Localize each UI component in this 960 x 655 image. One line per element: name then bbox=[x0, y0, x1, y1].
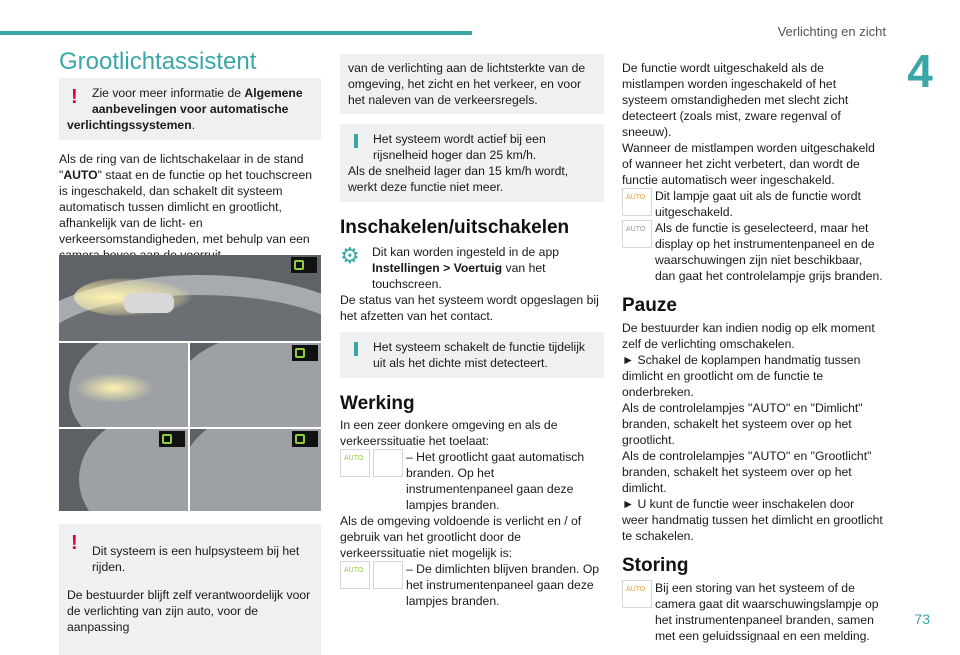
highbeam-lamp-icon bbox=[291, 257, 317, 273]
warning-icon: ! bbox=[71, 532, 78, 554]
warning-box-continued: van de verlichting aan de lichtsterkte van de omgeving, het zicht en het verkeer, en voor het naleven van de verkeersregels. bbox=[340, 54, 604, 114]
heading-storing: Storing bbox=[622, 555, 689, 576]
column-2: van de verlichting aan de lichtsterkte van de omgeving, het zicht en het verkeer, en voor het naleven van de verkeersregels. Het systeem wordt actief bij een rijsnelheid hoger dan 25 km/h. Als de snelheid lager dan 15 km/h wordt, werkt deze functie niet meer. Inschakelen/uitschakelen ⚙ Dit kan worden ingesteld in de app Instellingen > Voertuig van het touchscreen. De status van het systeem wordt opgeslagen bij het afzetten van het contact. Het systeem schakelt de functie tijdelijk uit als het dichte mist detecteert. Werking In een zeer donkere omgeving en als de verkeerssituatie het toelaat: AUTO – Het grootlicht gaat automatisch branden. Op het instrumentenpaneel gaan deze lampjes branden. Als de omgeving voldoende is verlicht en / of gebruik van het grootlicht door de verkeerssituatie niet mogelijk is: AUTO – De dimlichten blijven branden. Op het instrumentenpaneel gaan deze lampjes branden. bbox=[340, 54, 604, 609]
column-1 bbox=[59, 48, 321, 263]
warning-icon: ! bbox=[71, 86, 78, 108]
heading-werking: Werking bbox=[340, 393, 415, 414]
heading-inschakelen: Inschakelen/uitschakelen bbox=[340, 217, 570, 238]
illustration-bottom-left bbox=[59, 429, 188, 511]
info-icon bbox=[354, 134, 358, 148]
header-accent-bar bbox=[0, 31, 472, 35]
heading-pauze: Pauze bbox=[622, 295, 677, 316]
highbeam-lamp-icon bbox=[373, 449, 403, 477]
info-icon bbox=[354, 342, 358, 356]
heading-grootlichtassistent: Grootlichtassistent bbox=[59, 48, 257, 75]
illustration-mid-right bbox=[190, 343, 321, 427]
auto-lamp-icon: AUTO bbox=[340, 449, 370, 477]
warning-box-2: ! Dit systeem is een hulpsysteem bij het rijden. De bestuurder blijft zelf verantwoordelijk voor de verlichting van zijn auto, voor de aanpassing bbox=[59, 524, 321, 655]
illustration-panel bbox=[59, 255, 321, 511]
settings-gear-icon: ⚙ bbox=[340, 243, 360, 268]
auto-lamp-grey-icon: AUTO bbox=[622, 220, 652, 248]
auto-highbeam-lamp-icon: AUTO bbox=[622, 188, 652, 216]
info-box-speed: Het systeem wordt actief bij een rijsnelheid hoger dan 25 km/h. Als de snelheid lager dan 15 km/h wordt, werkt deze functie niet meer. bbox=[340, 124, 604, 202]
lowbeam-lamp-icon bbox=[292, 431, 318, 447]
intro-paragraph: Als de ring van de lichtschakelaar in de stand "AUTO" staat en de functie op het touchscreen is ingeschakeld, dan schakelt dit systeem automatisch tussen dimlicht en grootlicht, afhankelijk van de licht- en verkeersomstandigheden, met behulp van een bbox=[59, 152, 313, 246]
column-3: De functie wordt uitgeschakeld als de mistlampen worden ingeschakeld of het systeem omstandigheden met slecht zicht detecteert (zoals mist, zware regenval of sneeuw). Wanneer de mistlampen worden uitgeschakeld of wanneer het zicht verbetert, dan wordt de functie automatisch weer ingeschakeld. AUTO Dit lampje gaat uit als de functie wordt uitgeschakeld. AUTO Als de functie is geselecteerd, maar het display op het instrumentenpaneel en de waarschuwingen zijn niet beschikbaar, dan gaat het controlelampje grijs branden. Pauze De bestuurder kan indien nodig op elk moment zelf de verlichting omschakelen. ► Schakel de koplampen handmatig tussen dimlicht en grootlicht om de functie te onderbreken. Als de controlelampjes "AUTO" en "Dimlicht" branden, schakelt het systeem over op het grootlicht. Als de controlelampjes "AUTO" en "Grootlicht" branden, schakelt het systeem over op het dimlicht. ► U kunt de functie weer inschakelen door weer handmatig tussen het dimlicht en grootlicht te schakelen. Storing AUTO Bij een storing van het systeem of de camera gaat dit waarschuwingslampje op het instrumentenpaneel branden, samen met een geluidssignaal en een melding. bbox=[622, 61, 883, 643]
lowbeam-lamp-icon bbox=[373, 561, 403, 589]
warning-box-1: ! Zie voor meer informatie de Algemene aanbevelingen voor automatische verlichtingssystemen. bbox=[59, 78, 321, 140]
section-title: Verlichting en zicht bbox=[777, 24, 886, 39]
lowbeam-lamp-icon bbox=[292, 345, 318, 361]
illustration-bottom-right bbox=[190, 429, 321, 511]
illustration-top bbox=[59, 255, 321, 341]
page-number: 73 bbox=[914, 611, 930, 627]
fault-warning-lamp-icon: AUTO bbox=[622, 580, 652, 608]
illustration-mid-left bbox=[59, 343, 188, 427]
chapter-number: 4 bbox=[907, 45, 933, 97]
auto-lamp-icon: AUTO bbox=[340, 561, 370, 589]
info-box-fog: Het systeem schakelt de functie tijdelijk uit als het dichte mist detecteert. bbox=[340, 332, 604, 378]
highbeam-lamp-icon bbox=[159, 431, 185, 447]
